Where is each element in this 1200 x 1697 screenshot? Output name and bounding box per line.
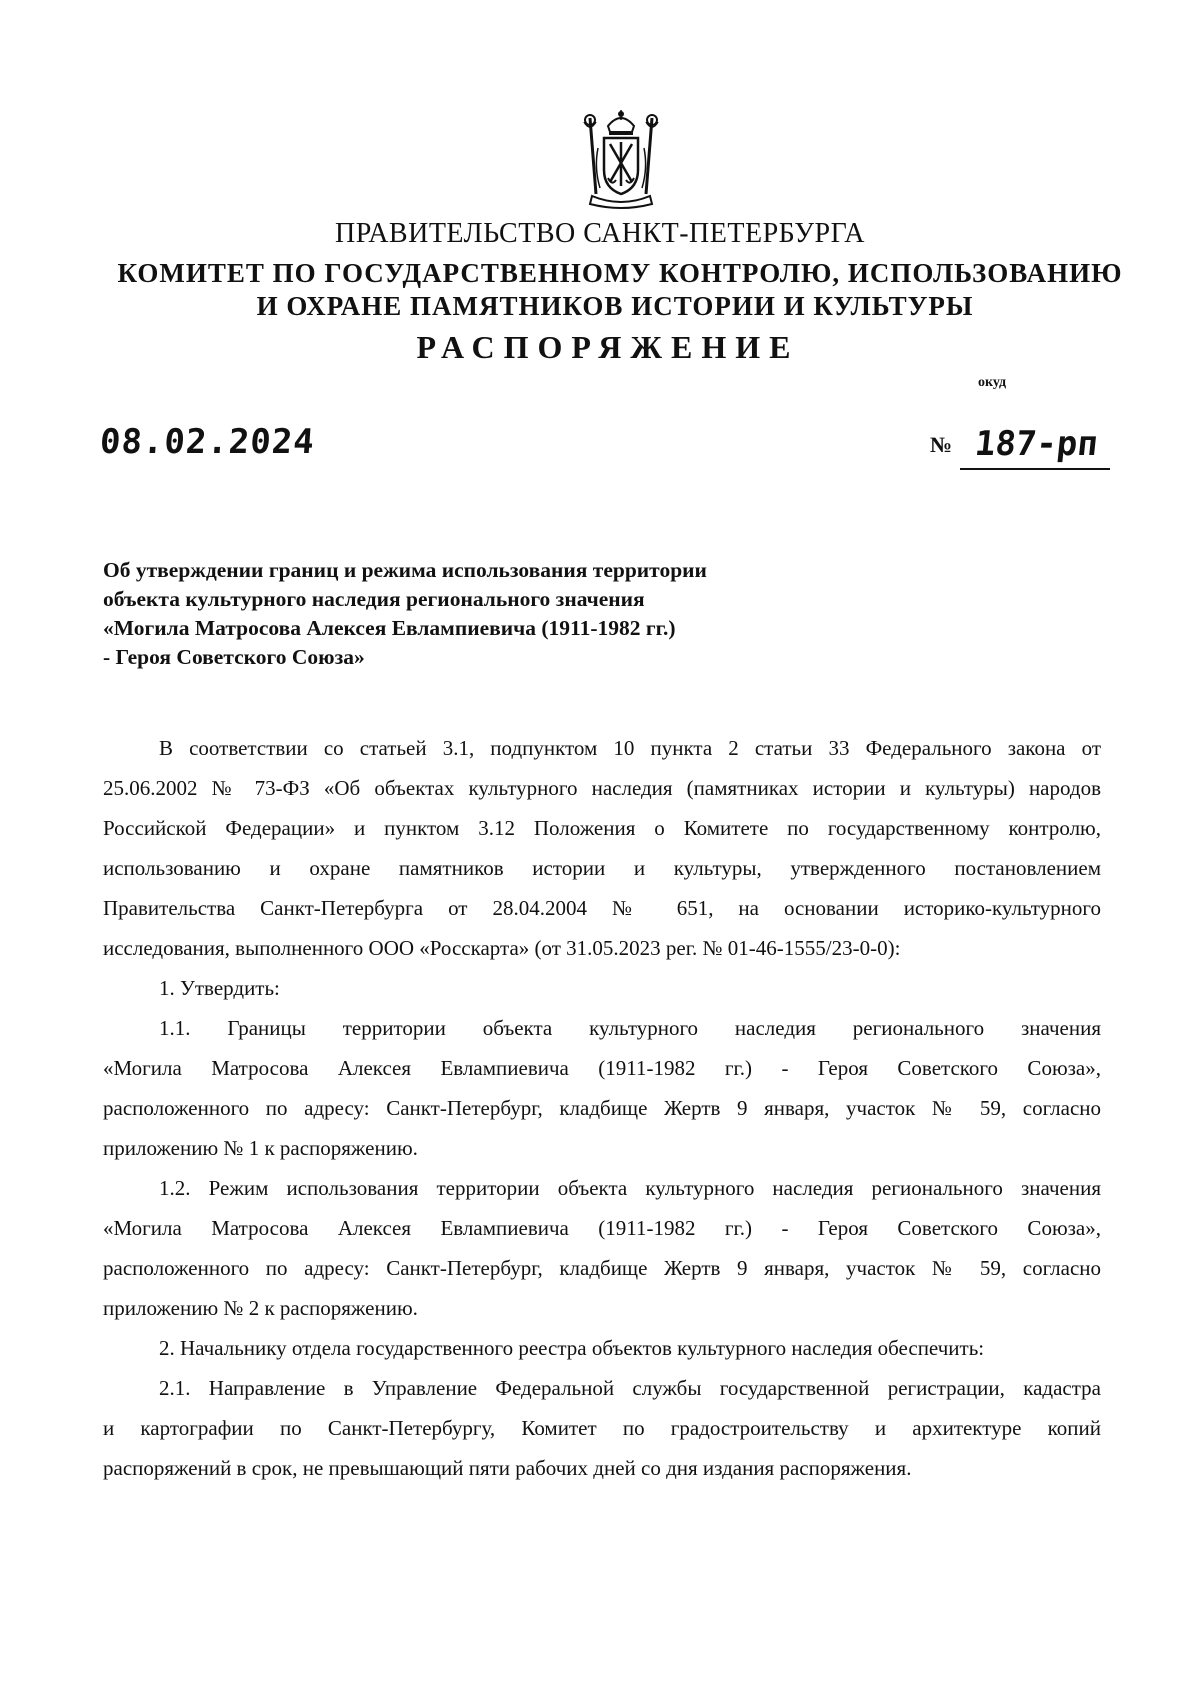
body-line: использованию и охране памятников истории и культуры, утвержденного постановлением xyxy=(103,856,1101,880)
body-line: «Могила Матросова Алексея Евлампиевича (1911-1982 гг.) - Героя Советского Союза», xyxy=(103,1216,1101,1240)
body-line: 2. Начальнику отдела государственного реестра объектов культурного наследия обеспечить: xyxy=(159,1336,985,1360)
body-line: 25.06.2002 № 73-ФЗ «Об объектах культурного наследия (памятниках истории и культуры) народов xyxy=(103,776,1101,800)
document-number: 187-рп xyxy=(972,424,1100,464)
document-type-heading: РАСПОРЯЖЕНИЕ xyxy=(416,329,800,365)
body-line: 1. Утвердить: xyxy=(159,976,280,1000)
body-line: 2.1. Направление в Управление Федеральной службы государственной регистрации, кадастра xyxy=(159,1376,1101,1400)
saint-petersburg-coat-of-arms-icon xyxy=(578,108,664,212)
body-line: и картографии по Санкт-Петербургу, Комитет по градостроительству и архитектуре копий xyxy=(103,1416,1101,1440)
body-line: Правительства Санкт-Петербурга от 28.04.2004 № 651, на основании историко-культурного xyxy=(103,896,1101,920)
number-sign: № xyxy=(930,432,953,457)
title-line: - Героя Советского Союза» xyxy=(103,645,365,669)
document-number-block xyxy=(930,424,1120,468)
title-line: Об утверждении границ и режима использования территории xyxy=(103,558,707,582)
committee-name-line-2: И ОХРАНЕ ПАМЯТНИКОВ ИСТОРИИ И КУЛЬТУРЫ xyxy=(256,291,974,321)
body-line: «Могила Матросова Алексея Евлампиевича (1911-1982 гг.) - Героя Советского Союза», xyxy=(103,1056,1101,1080)
body-line: В соответствии со статьей 3.1, подпунктом 10 пункта 2 статьи 33 Федерального закона от xyxy=(159,736,1101,760)
body-line: 1.1. Границы территории объекта культурного наследия регионального значения xyxy=(159,1016,1101,1040)
document-title xyxy=(103,556,707,672)
title-line: объекта культурного наследия регионального значения xyxy=(103,587,645,611)
body-line: 1.2. Режим использования территории объекта культурного наследия регионального значения xyxy=(159,1176,1101,1200)
body-line: приложению № 1 к распоряжению. xyxy=(103,1136,418,1160)
okud-label: окуд xyxy=(978,375,1007,390)
body-line: расположенного по адресу: Санкт-Петербург, кладбище Жертв 9 января, участок № 59, согласно xyxy=(103,1256,1101,1280)
committee-name-line-1: КОМИТЕТ ПО ГОСУДАРСТВЕННОМУ КОНТРОЛЮ, ИСПОЛЬЗОВАНИЮ xyxy=(117,258,1123,288)
body-line: расположенного по адресу: Санкт-Петербург, кладбище Жертв 9 января, участок № 59, согласно xyxy=(103,1096,1101,1120)
body-line: Российской Федерации» и пунктом 3.12 Положения о Комитете по государственному контролю, xyxy=(103,816,1101,840)
body-line: приложению № 2 к распоряжению. xyxy=(103,1296,418,1320)
title-line: «Могила Матросова Алексея Евлампиевича (1911-1982 гг.) xyxy=(103,616,676,640)
body-line: распоряжений в срок, не превышающий пяти рабочих дней со дня издания распоряжения. xyxy=(103,1456,912,1480)
document-date: 08.02.2024 xyxy=(98,422,317,462)
number-underline xyxy=(960,468,1110,470)
government-name: ПРАВИТЕЛЬСТВО САНКТ-ПЕТЕРБУРГА xyxy=(335,218,865,249)
body-line: исследования, выполненного ООО «Росскарта» (от 31.05.2023 рег. № 01-46-1555/23-0-0): xyxy=(103,936,901,960)
